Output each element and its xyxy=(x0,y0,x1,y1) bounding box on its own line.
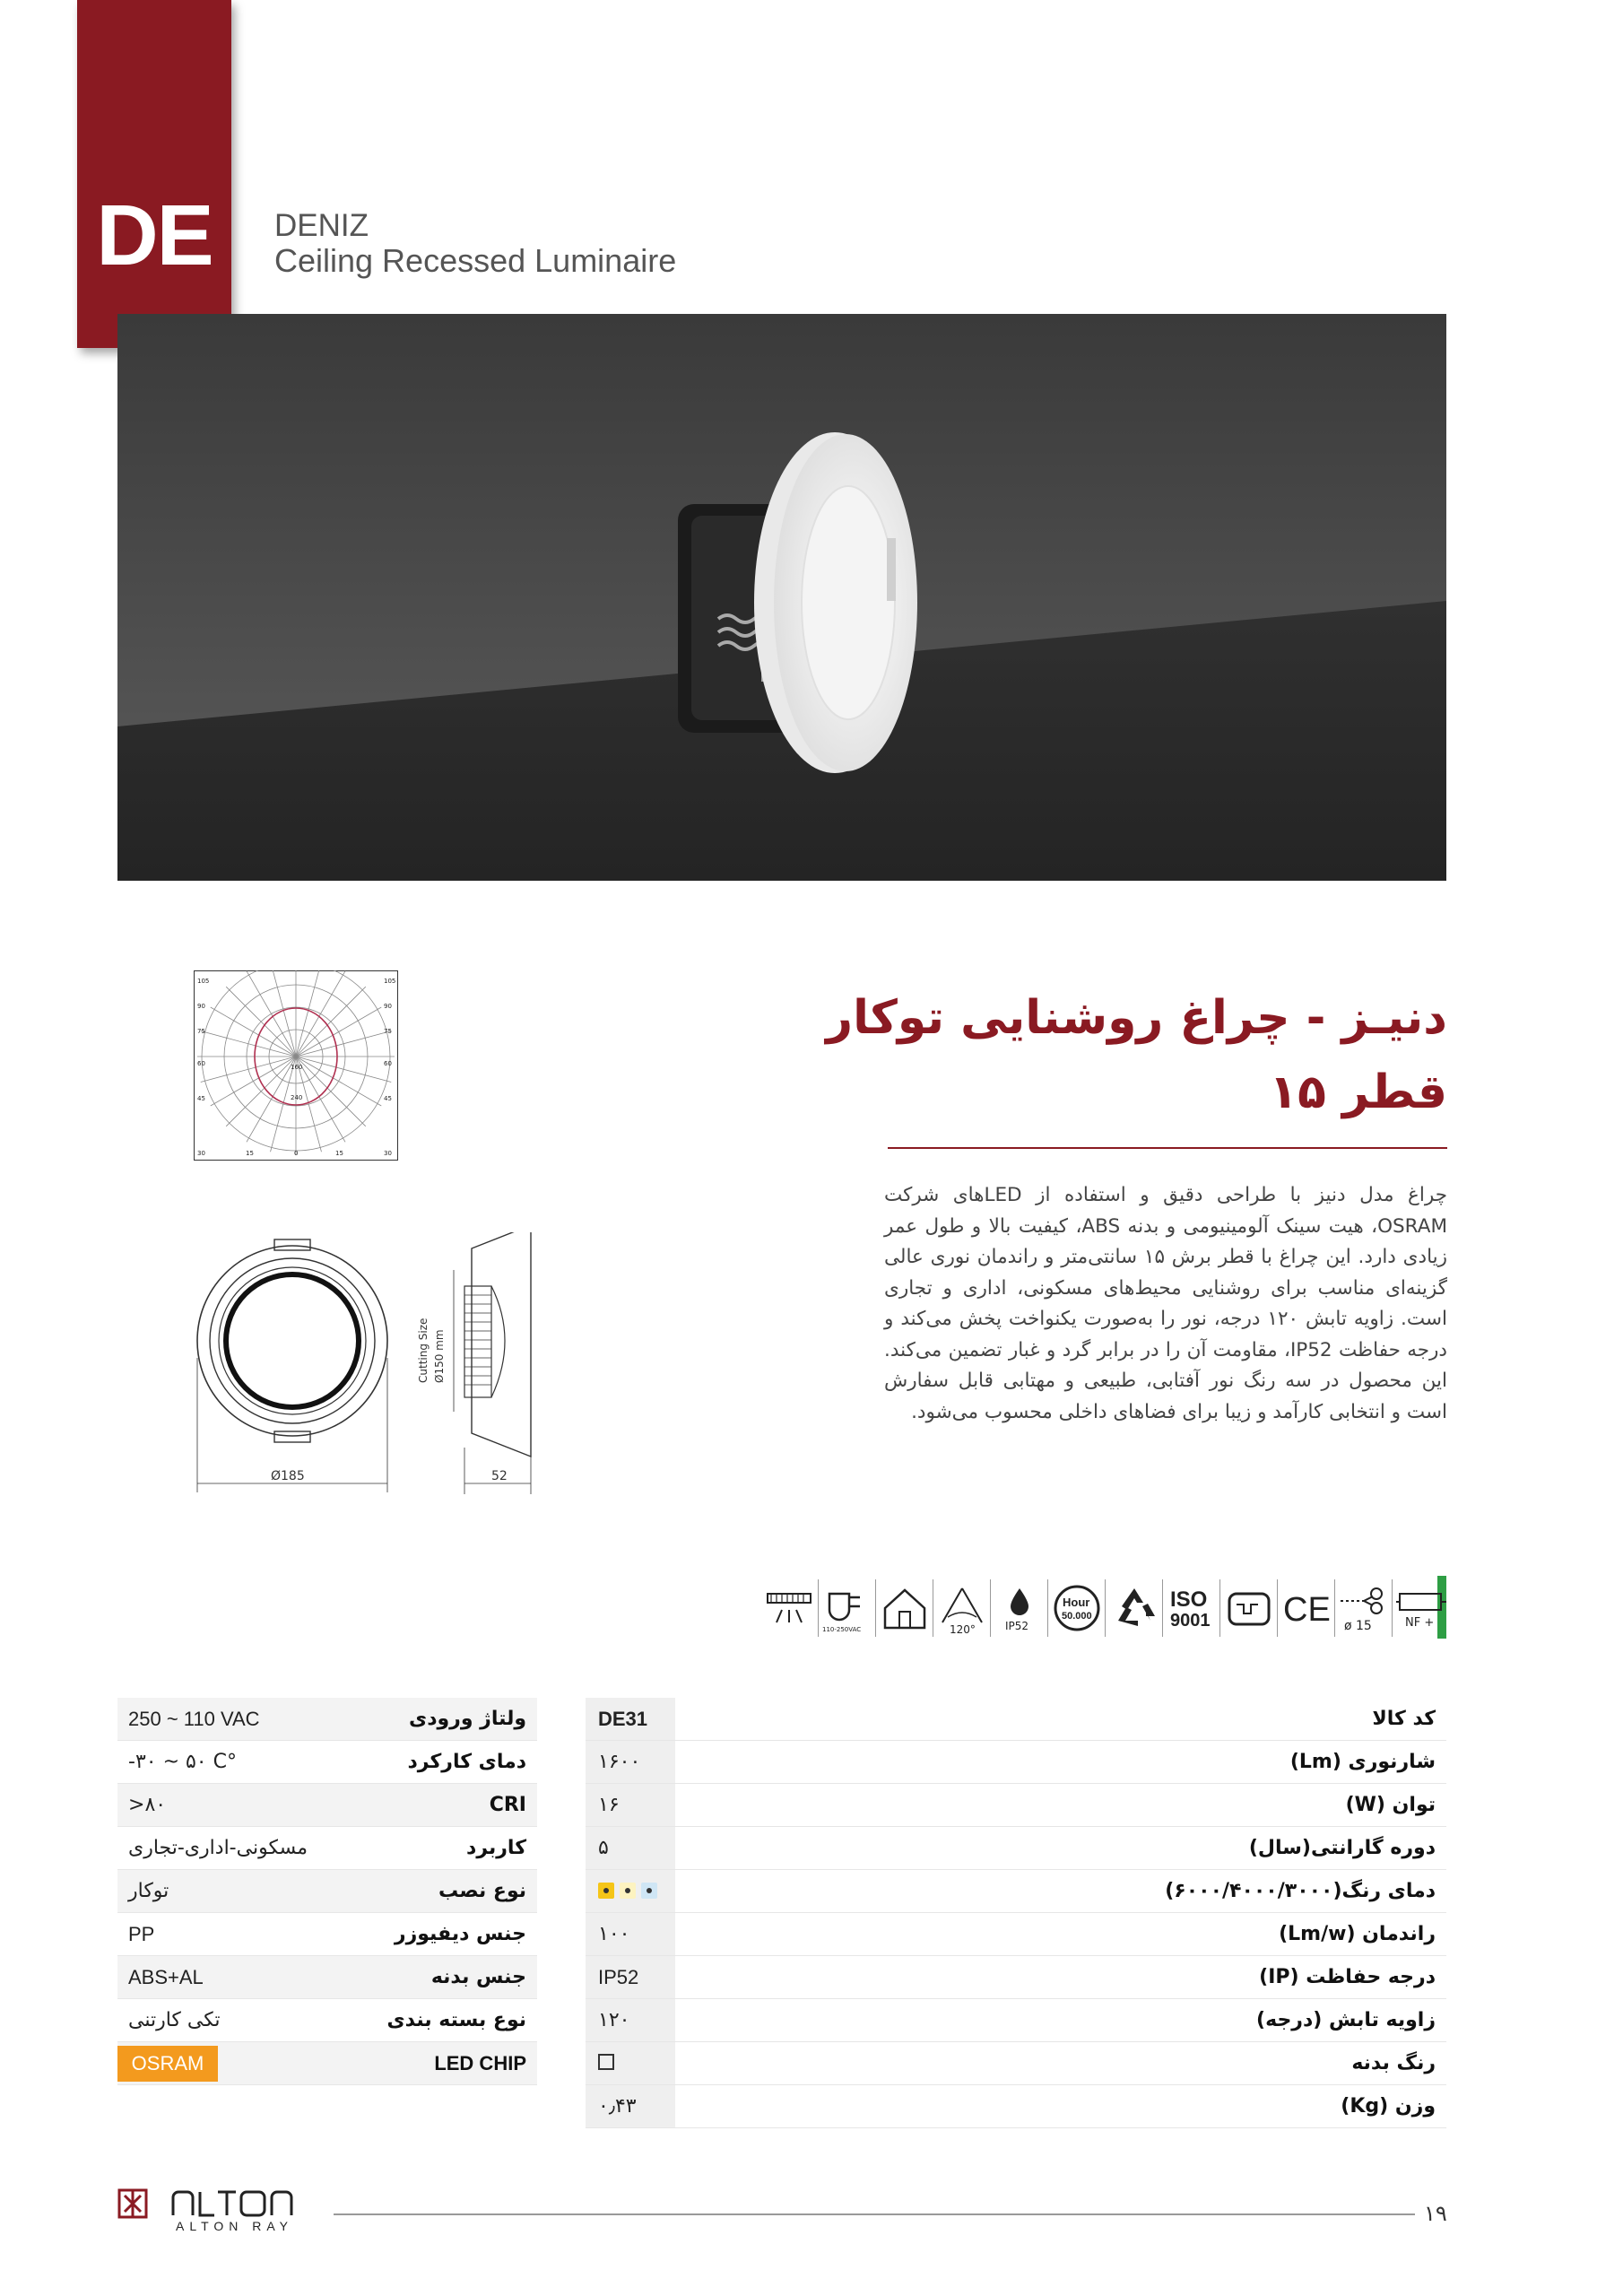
svg-text:9001: 9001 xyxy=(1169,1611,1210,1631)
table-row xyxy=(586,1827,1446,1870)
product-subtitle: قطر ۱۵ xyxy=(1269,1065,1447,1119)
svg-text:ISO: ISO xyxy=(1169,1587,1207,1612)
driver-icon xyxy=(1219,1579,1277,1637)
polar-tick: 45 xyxy=(384,1095,392,1102)
color-temp-swatches xyxy=(598,1883,657,1899)
svg-text:110-250VAC: 110-250VAC xyxy=(821,1626,861,1633)
spec-label: CRI xyxy=(489,1794,526,1816)
spec-label: دوره گارانتی(سال) xyxy=(1248,1837,1436,1859)
series-name: DENIZ xyxy=(274,208,369,243)
spec-label: توان (W) xyxy=(1345,1794,1436,1816)
spec-value: مسکونی-اداری-تجاری xyxy=(128,1837,308,1859)
voltage-plug-icon xyxy=(818,1579,875,1637)
spec-value: ۸۰< xyxy=(128,1794,167,1816)
table-row xyxy=(586,1956,1446,1999)
warm-light-swatch xyxy=(598,1883,614,1899)
spec-value: ۱۲۰ xyxy=(598,2009,630,2031)
polar-tick: 90 xyxy=(384,1003,392,1010)
table-row xyxy=(117,1870,537,1913)
polar-tick: 105 xyxy=(197,978,210,985)
polar-tick: 75 xyxy=(197,1028,205,1035)
table-row xyxy=(586,2042,1446,2085)
spec-value: ۱۶۰۰ xyxy=(598,1751,641,1773)
osram-badge: OSRAM xyxy=(117,2046,218,2082)
feature-icons xyxy=(615,1577,1449,1639)
product-title: دنیـز - چراغ روشنایی توکار xyxy=(826,991,1447,1045)
series-code: DE xyxy=(96,187,213,283)
title-divider xyxy=(888,1147,1447,1149)
series-tab xyxy=(77,0,231,348)
spec-value: ۱۶ xyxy=(598,1794,620,1816)
table-row xyxy=(586,1784,1446,1827)
spec-label: نوع نصب xyxy=(438,1880,526,1902)
table-row xyxy=(117,1741,537,1784)
lifetime-hours-icon xyxy=(1047,1579,1105,1637)
spec-label: LED CHIP xyxy=(434,2052,526,2074)
polar-ring-label: 240 xyxy=(291,1094,303,1101)
polar-tick: 30 xyxy=(384,1150,392,1157)
table-row xyxy=(117,2042,537,2085)
spec-value: ABS+AL xyxy=(128,1966,204,1988)
diameter-label: Ø185 xyxy=(271,1469,305,1483)
nf-plus-icon xyxy=(1392,1579,1449,1637)
polar-tick: 30 xyxy=(197,1150,205,1157)
brand-subtitle: ALTON RAY xyxy=(176,2219,294,2233)
ceiling-recessed-icon xyxy=(760,1579,818,1637)
spec-label: کد کالا xyxy=(1372,1708,1436,1730)
spec-label: دمای کارکرد xyxy=(407,1751,526,1773)
spec-table-main xyxy=(586,1698,1446,2128)
polar-tick: 15 xyxy=(335,1150,343,1157)
polar-tick: 15 xyxy=(246,1150,254,1157)
spec-label: دمای رنگ(۶۰۰۰/۴۰۰۰/۳۰۰۰) xyxy=(1165,1880,1436,1902)
spec-value: PP xyxy=(128,1923,155,1945)
spec-table-secondary xyxy=(117,1698,537,2085)
polar-tick: 45 xyxy=(197,1095,205,1102)
product-photo xyxy=(117,314,1446,881)
cutting-value: Ø150 mm xyxy=(433,1329,446,1383)
iso-9001-icon xyxy=(1162,1579,1219,1637)
spec-label: جنس دیفیوزر xyxy=(394,1923,526,1945)
svg-text:NF +: NF + xyxy=(1404,1616,1434,1630)
cool-light-swatch xyxy=(641,1883,657,1899)
spec-value: 250 ~ 110 VAC xyxy=(128,1708,260,1730)
series-subtitle: Ceiling Recessed Luminaire xyxy=(274,242,677,279)
svg-text:50.000: 50.000 xyxy=(1061,1611,1092,1622)
spec-value: ۰٫۴۳ xyxy=(598,2095,637,2118)
beam-angle-icon xyxy=(933,1579,990,1637)
spec-label: درجه حفاظت (IP) xyxy=(1259,1966,1436,1988)
table-row xyxy=(586,1741,1446,1784)
table-row xyxy=(586,1913,1446,1956)
svg-text:120°: 120° xyxy=(949,1623,976,1635)
table-row xyxy=(586,2085,1446,2128)
spec-label: ولتاژ ورودی xyxy=(409,1708,526,1730)
table-row xyxy=(117,1956,537,1999)
cut-size-icon xyxy=(1334,1579,1392,1637)
indoor-icon xyxy=(875,1579,933,1637)
polar-tick: 60 xyxy=(197,1060,205,1067)
polar-tick: 105 xyxy=(384,978,396,985)
ip52-icon xyxy=(990,1579,1047,1637)
table-row xyxy=(586,1698,1446,1741)
polar-tick: 0 xyxy=(294,1150,299,1157)
spec-value: ۱۰۰ xyxy=(598,1923,630,1945)
recycle-icon xyxy=(1105,1579,1162,1637)
svg-text:Hour: Hour xyxy=(1062,1596,1089,1609)
spec-value: تکی کارتنی xyxy=(128,2009,221,2031)
page-number: ۱۹ xyxy=(1424,2201,1447,2226)
body-color-swatch xyxy=(598,2054,614,2070)
technical-drawing xyxy=(192,1232,551,1505)
product-code: DE31 xyxy=(598,1708,648,1730)
svg-text:ø 15: ø 15 xyxy=(1343,1619,1372,1633)
polar-tick: 90 xyxy=(197,1003,205,1010)
polar-tick: 75 xyxy=(384,1028,392,1035)
cutting-label: Cutting Size xyxy=(417,1318,430,1383)
spec-label: وزن (Kg) xyxy=(1341,2095,1436,2118)
spec-label: زاویه تابش (درجه) xyxy=(1256,2009,1436,2031)
spec-label: راندمان (Lm/w) xyxy=(1279,1923,1436,1945)
table-row xyxy=(117,1913,537,1956)
svg-text:IP52: IP52 xyxy=(1004,1620,1028,1632)
svg-text:CE: CE xyxy=(1282,1591,1331,1629)
polar-ring-label: 160 xyxy=(291,1064,303,1071)
spec-label: کاربرد xyxy=(466,1837,526,1859)
table-row xyxy=(117,1999,537,2042)
spec-value: IP52 xyxy=(598,1966,639,1988)
table-row xyxy=(117,1827,537,1870)
product-description: چراغ مدل دنیز با طراحی دقیق و استفاده از LEDهای شرکت OSRAM، هیت سینک آلومینیومی و بدنه ABS، کیفیت بالا و طول عمر زیادی دارد. این چراغ با قطر برش ۱۵ سانتی‌متر و راندمان نوری عالی گزینه‌ای مناسب برای روشنایی محیط‌های مسکونی، اداری و تجاری است. زاویه تابش ۱۲۰ درجه، نور را به‌صورت یکنواخت پخش می‌کند و درجه حفاظت IP52، مقاومت آن را در برابر گرد و غبار تضمین می‌کند. این محصول در سه رنگ نور آفتابی، طبیعی و مهتابی قابل سفارش است و انتخابی کارآمد و زیبا برای فضاهای داخلی محسوب می‌شود. xyxy=(884,1184,1448,1423)
polar-diagram xyxy=(194,970,398,1164)
footer-divider xyxy=(334,2213,1415,2215)
height-label: 52 xyxy=(491,1469,508,1483)
spec-label: جنس بدنه xyxy=(430,1966,526,1988)
natural-light-swatch xyxy=(620,1883,636,1899)
ce-mark-icon xyxy=(1277,1579,1334,1637)
table-row xyxy=(117,1698,537,1741)
spec-label: شارنوری (Lm) xyxy=(1289,1751,1436,1773)
spec-value: -۳۰ ~ ۵۰ C° xyxy=(128,1751,237,1773)
table-row xyxy=(117,1784,537,1827)
spec-label: رنگ بدنه xyxy=(1351,2052,1436,2074)
table-row xyxy=(586,1999,1446,2042)
spec-label: نوع بسته بندی xyxy=(386,2009,526,2031)
spec-value: توکار xyxy=(128,1880,169,1902)
table-row xyxy=(586,1870,1446,1913)
spec-value: ۵ xyxy=(598,1837,609,1859)
polar-tick: 60 xyxy=(384,1060,392,1067)
